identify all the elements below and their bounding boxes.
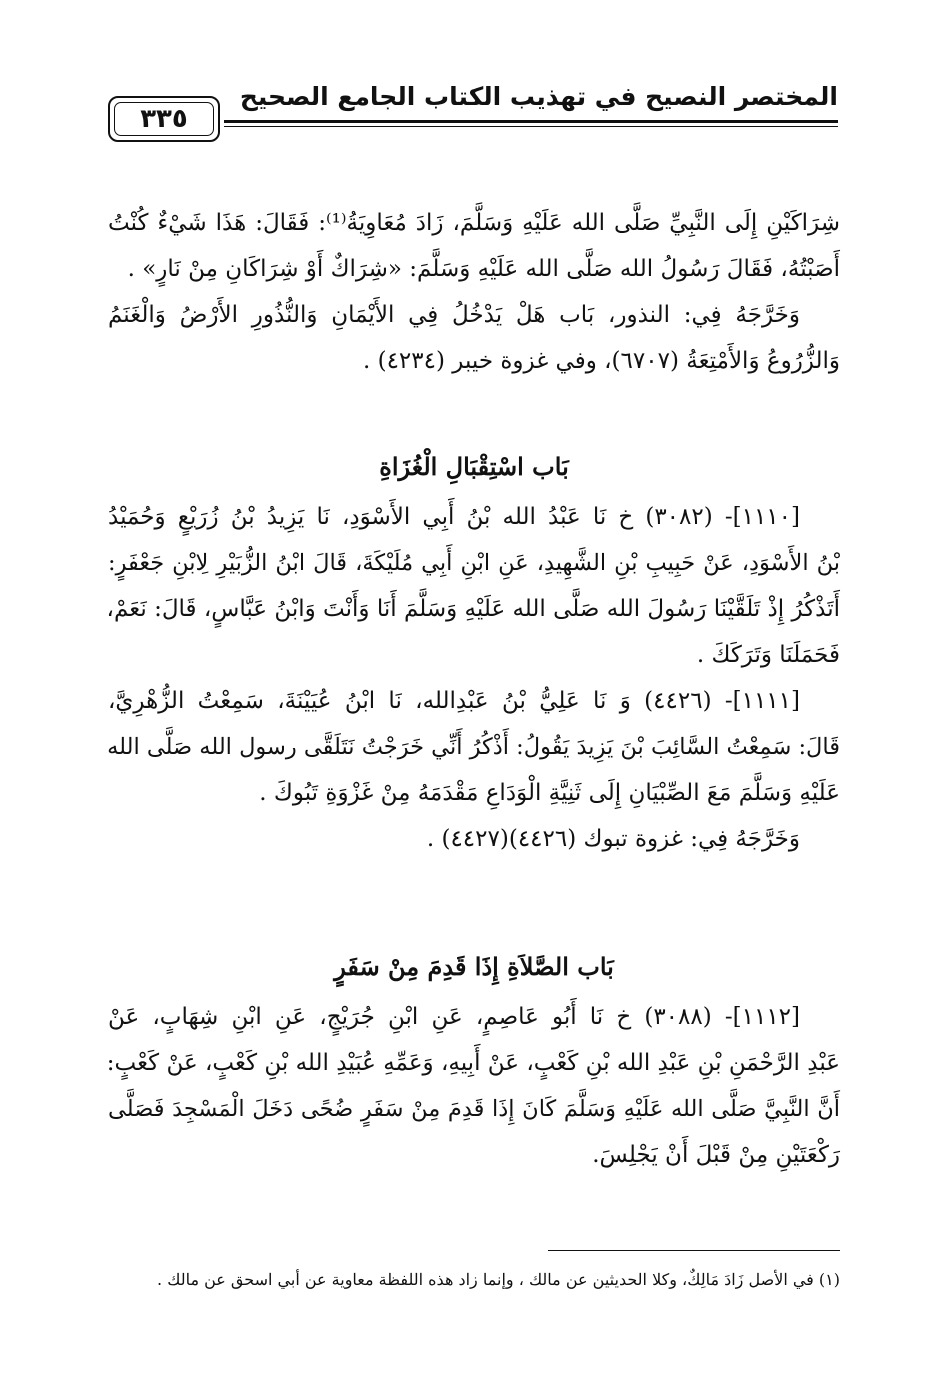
text-line: وَخَرَّجَهُ فِي: النذور، بَاب هَلْ يَدْخُلُ فِي الأَيْمَانِ وَالنُّذُورِ الأَرْضُ وَالْغَنَمُ — [108, 302, 800, 328]
footnote: (١) في الأصل زَادَ مَالِكٌ، وكلا الحديثين عن مالك ، وإنما زاد هذه اللفظة معاوية عن أبي اسحق عن مالك . — [157, 1270, 840, 1289]
text-line: عَلَيْهِ وَسَلَّمَ مَعَ الصِّبْيَانِ إِلَى ثَنِيَّةِ الْوَدَاعِ مَقْدَمَهُ مِنْ غَزْوَةِ تَبُوكَ . — [259, 780, 840, 806]
text-line: أَصَبْتُهُ، فَقَالَ رَسُولُ الله صَلَّى الله عَلَيْهِ وَسَلَّمَ: «شِرَاكٌ أَوْ شِرَاكَانِ مِنْ نَارٍ» . — [127, 256, 840, 282]
text-line: أَتَذْكُرُ إِذْ تَلَقَّيْنَا رَسُولَ الله صَلَّى الله عَلَيْهِ وَسَلَّمَ أَنَا وَأَنْتَ وَابْنُ عَبَّاسٍ، قَالَ: نَعَمْ، — [106, 596, 840, 622]
text-line: فَحَمَلَنَا وَتَرَكَكَ . — [696, 642, 840, 668]
main-text — [108, 208, 840, 392]
running-title: المختصر النصيح في تهذيب الكتاب الجامع الصحيح — [239, 82, 838, 111]
page-number: ٣٣٥ — [140, 104, 188, 134]
page-number-frame — [108, 96, 220, 142]
header-rule — [224, 120, 838, 123]
text-line: [١١١١]- (٤٤٢٦) وَ نَا عَلِيُّ بْنُ عَبْدِالله، نَا ابْنُ عُيَيْنَةَ، سَمِعْتُ الزُّهْرِيَّ، — [108, 688, 800, 714]
section-2 — [108, 952, 840, 1186]
text-line: عَبْدِ الرَّحْمَنِ بْنِ عَبْدِ الله بْنِ كَعْبٍ، عَنْ أَبِيهِ، وَعَمِّهِ عُبَيْدِ الله بْنِ كَعْبٍ، عَنْ كَعْبٍ: — [106, 1050, 840, 1076]
section-1 — [108, 452, 840, 870]
text-line: وَالزُّرُوعُ وَالأَمْتِعَةُ (٦٧٠٧)، وفي غزوة خيبر (٤٢٣٤) . — [362, 348, 840, 374]
text-line: رَكْعَتَيْنِ مِنْ قَبْلَ أَنْ يَجْلِسَ. — [592, 1142, 840, 1168]
header-rule-thin — [224, 126, 838, 127]
text-line: قَالَ: سَمِعْتُ السَّائِبَ بْنَ يَزِيدَ يَقُولُ: أَذْكُرُ أَنِّي خَرَجْتُ نَتَلَقَّى رسول الله صَلَّى الله — [107, 734, 840, 760]
chapter-heading: بَاب اسْتِقْبَالِ الْغُزَاةِ — [379, 452, 569, 481]
text-line: بْنُ الأَسْوَدِ، عَنْ حَبِيبِ بْنِ الشَّهِيدِ، عَنِ ابْنِ أَبِي مُلَيْكَةَ، قَالَ ابْنُ الزُّبَيْرِ لِابْنِ جَعْفَرٍ: — [108, 550, 840, 576]
chapter-heading: بَاب الصَّلاَةِ إِذَا قَدِمَ مِنْ سَفَرٍ — [334, 952, 614, 981]
text-line: شِرَاكَيْنِ إِلَى النَّبِيِّ صَلَّى الله عَلَيْهِ وَسَلَّمَ، زَادَ مُعَاوِيَةُ⁽¹⁾: فَقَالَ: هَذَا شَيْءٌ كُنْتُ — [108, 210, 841, 236]
text-line: أَنَّ النَّبِيَّ صَلَّى الله عَلَيْهِ وَسَلَّمَ كَانَ إِذَا قَدِمَ مِنْ سَفَرٍ ضُحًى دَخَلَ الْمَسْجِدَ فَصَلَّى — [108, 1096, 840, 1122]
page-header — [108, 80, 838, 150]
footnote-rule — [548, 1250, 840, 1251]
text-line: وَخَرَّجَهُ فِي: غزوة تبوك (٤٤٢٦)(٤٤٢٧) . — [426, 826, 800, 852]
text-line: [١١١٠]- (٣٠٨٢) خ نَا عَبْدُ الله بْنُ أَبِي الأَسْوَدِ، نَا يَزِيدُ بْنُ زُرَيْعٍ وَحُمَيْدُ — [108, 504, 800, 530]
text-line: [١١١٢]- (٣٠٨٨) خ نَا أَبُو عَاصِمٍ، عَنِ ابْنِ جُرَيْجٍ، عَنِ ابْنِ شِهَابٍ، عَنْ — [108, 1004, 801, 1030]
